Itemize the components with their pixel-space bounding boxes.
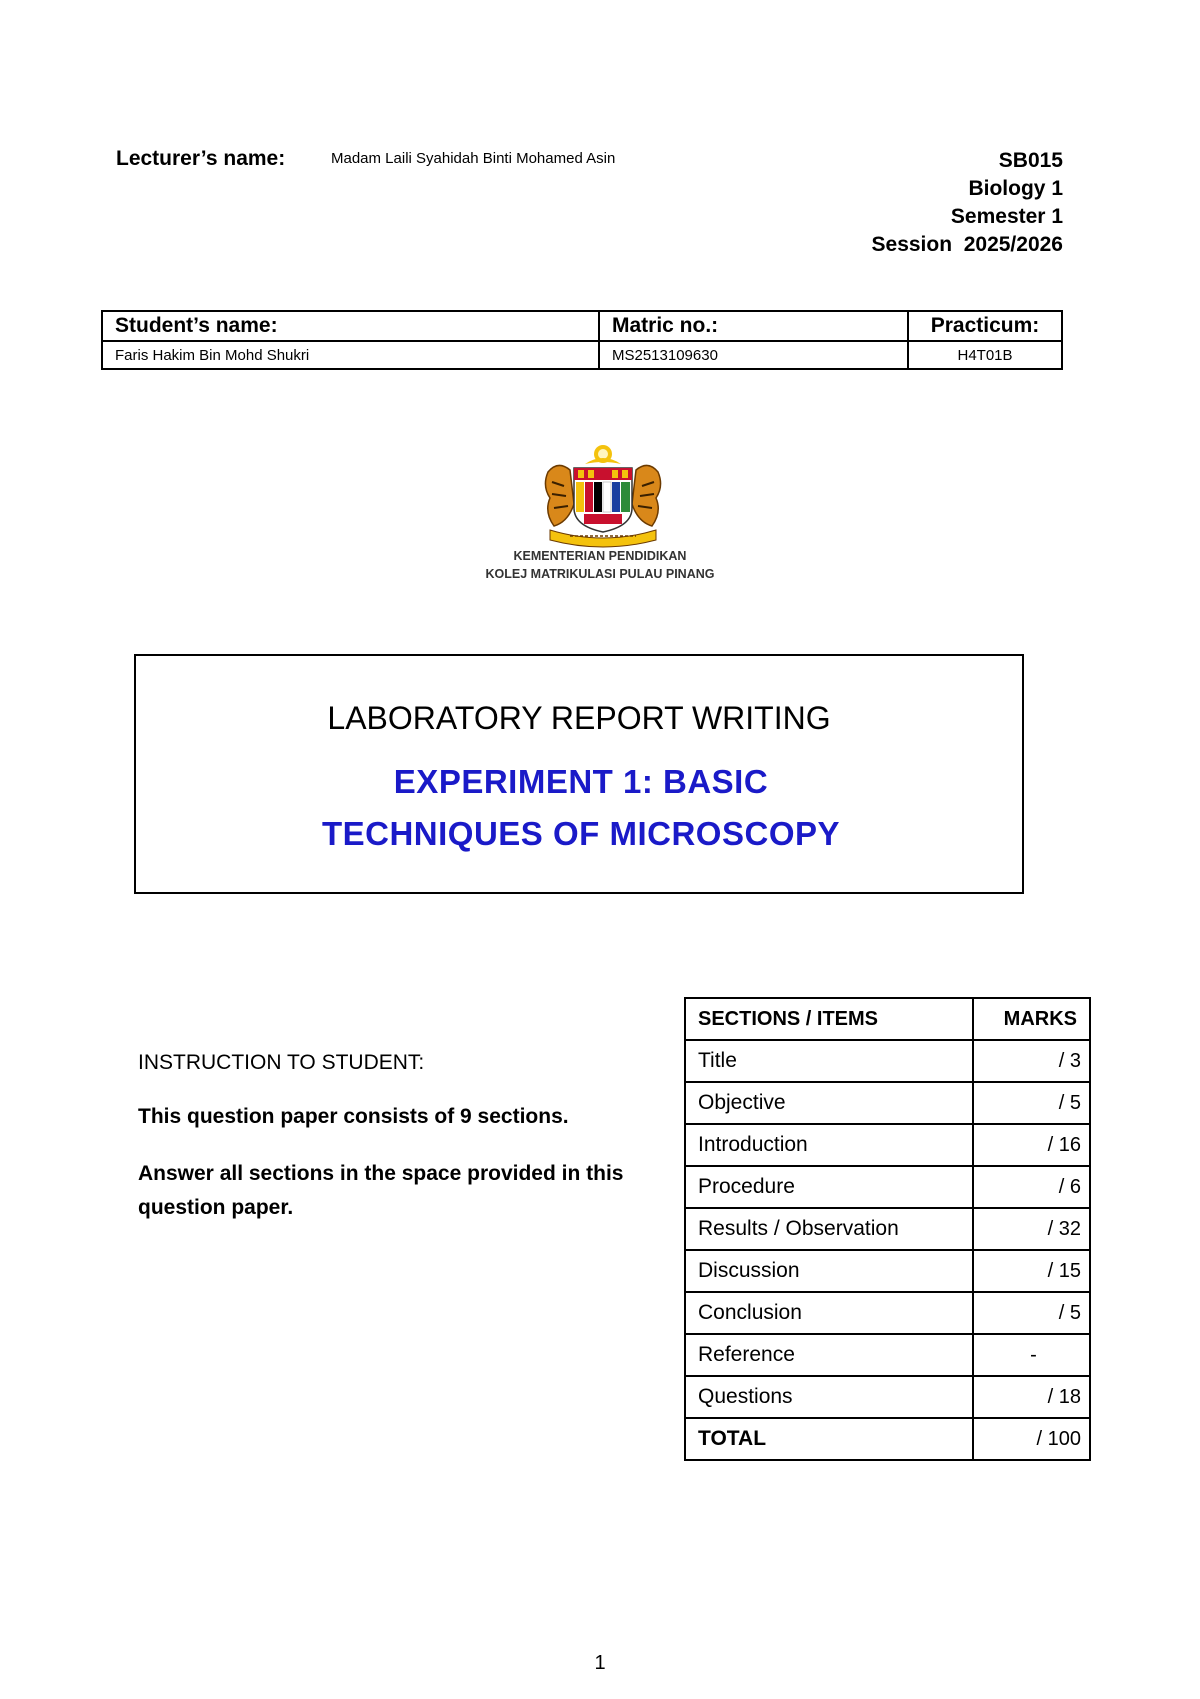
table-row bbox=[685, 1082, 1090, 1124]
section-mark: / 6 bbox=[973, 1166, 1090, 1208]
report-title-box bbox=[134, 654, 1024, 894]
instruction-line-2: Answer all sections in the space provided in this question paper. bbox=[138, 1162, 624, 1219]
course-code: SB015 bbox=[998, 149, 1063, 172]
practicum-code: H4T01B bbox=[908, 341, 1062, 369]
malaysia-coat-of-arms-icon bbox=[540, 442, 666, 550]
lecturer-label: Lecturer’s name: bbox=[116, 147, 286, 170]
section-mark: / 15 bbox=[973, 1250, 1090, 1292]
section-item: Questions bbox=[685, 1376, 973, 1418]
section-mark: - bbox=[973, 1334, 1090, 1376]
table-row bbox=[685, 1124, 1090, 1166]
student-name: Faris Hakim Bin Mohd Shukri bbox=[102, 341, 599, 369]
section-item: Reference bbox=[685, 1334, 973, 1376]
section-item: Procedure bbox=[685, 1166, 973, 1208]
section-item: Title bbox=[685, 1040, 973, 1082]
marks-column-header: MARKS bbox=[973, 998, 1090, 1040]
section-item: Objective bbox=[685, 1082, 973, 1124]
table-row bbox=[685, 1166, 1090, 1208]
student-name-label: Student’s name: bbox=[102, 311, 599, 341]
total-label: TOTAL bbox=[685, 1418, 973, 1460]
section-item: Conclusion bbox=[685, 1292, 973, 1334]
table-row bbox=[685, 1208, 1090, 1250]
section-mark: / 3 bbox=[973, 1040, 1090, 1082]
section-item: Discussion bbox=[685, 1250, 973, 1292]
sections-column-header: SECTIONS / ITEMS bbox=[685, 998, 973, 1040]
practicum-label: Practicum: bbox=[908, 311, 1062, 341]
total-row bbox=[685, 1418, 1090, 1460]
course-name: Biology 1 bbox=[968, 177, 1063, 200]
section-mark: / 16 bbox=[973, 1124, 1090, 1166]
lecturer-name: Madam Laili Syahidah Binti Mohamed Asin bbox=[331, 150, 616, 167]
semester: Semester 1 bbox=[950, 205, 1063, 228]
table-row bbox=[685, 1250, 1090, 1292]
ministry-name: KEMENTERIAN PENDIDIKAN bbox=[513, 549, 687, 563]
college-name: KOLEJ MATRIKULASI PULAU PINANG bbox=[485, 567, 715, 581]
section-item: Introduction bbox=[685, 1124, 973, 1166]
table-row bbox=[685, 1376, 1090, 1418]
table-row bbox=[685, 1040, 1090, 1082]
report-heading: LABORATORY REPORT WRITING bbox=[327, 700, 831, 736]
student-info-table bbox=[101, 310, 1063, 370]
experiment-title: EXPERIMENT 1: BASIC TECHNIQUES OF MICROSCOPY bbox=[321, 763, 841, 852]
matric-label: Matric no.: bbox=[599, 311, 908, 341]
table-row bbox=[685, 1292, 1090, 1334]
section-mark: / 32 bbox=[973, 1208, 1090, 1250]
instruction-heading: INSTRUCTION TO STUDENT: bbox=[138, 1051, 425, 1074]
marks-table bbox=[684, 997, 1091, 1461]
instruction-line-1: This question paper consists of 9 sections. bbox=[138, 1105, 569, 1128]
section-mark: / 5 bbox=[973, 1082, 1090, 1124]
page-number: 1 bbox=[594, 1652, 606, 1674]
course-info bbox=[872, 147, 1063, 259]
matric-number: MS2513109630 bbox=[599, 341, 908, 369]
section-mark: / 18 bbox=[973, 1376, 1090, 1418]
section-item: Results / Observation bbox=[685, 1208, 973, 1250]
session: Session 2025/2026 bbox=[871, 233, 1063, 256]
section-mark: / 5 bbox=[973, 1292, 1090, 1334]
marks-table-header bbox=[685, 998, 1090, 1040]
table-row bbox=[685, 1334, 1090, 1376]
total-mark: / 100 bbox=[973, 1418, 1090, 1460]
